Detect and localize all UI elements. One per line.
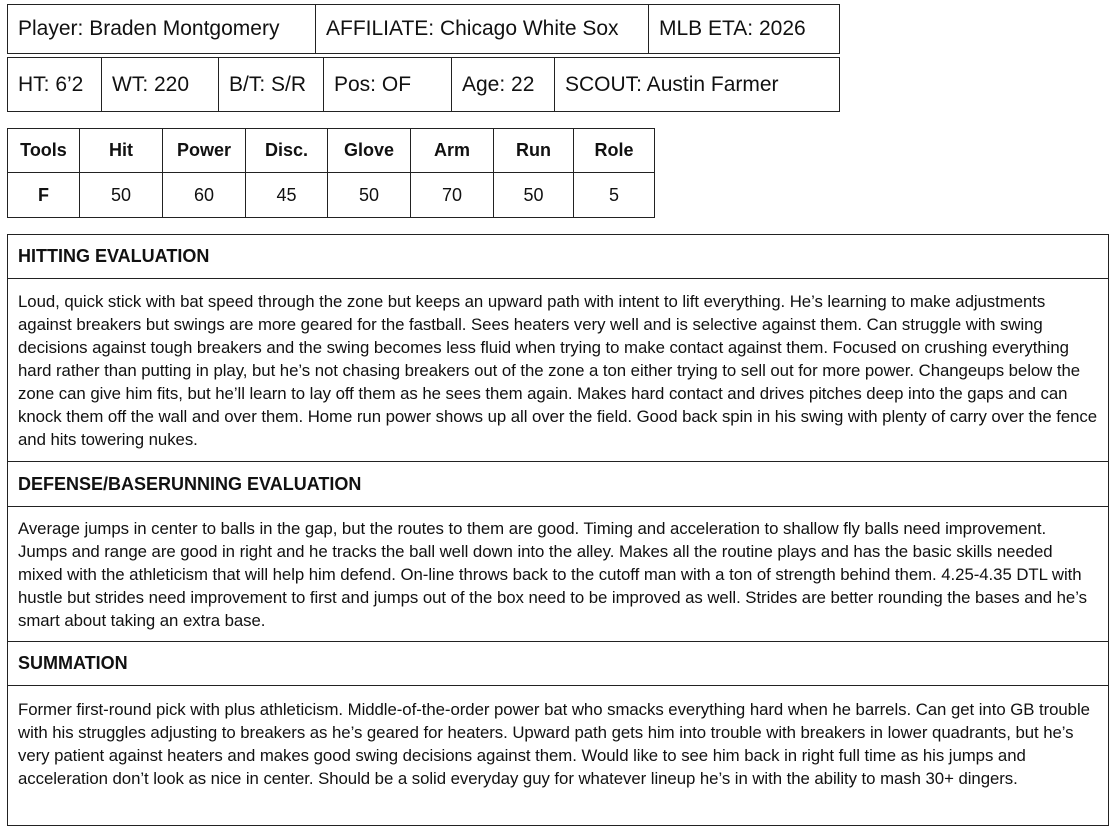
player-name: Player: Braden Montgomery	[8, 5, 316, 53]
tools-header: Arm	[411, 129, 494, 173]
evaluation-block	[7, 234, 1109, 826]
tools-header: Tools	[8, 129, 80, 173]
player-info-row	[7, 4, 840, 54]
age: Age: 22	[452, 58, 555, 111]
tools-value: 50	[494, 173, 574, 218]
tools-values-row	[8, 173, 655, 218]
tools-value: 45	[246, 173, 328, 218]
tools-value: F	[8, 173, 80, 218]
tools-grades-table	[7, 128, 655, 218]
tools-header: Power	[163, 129, 246, 173]
tools-header: Disc.	[246, 129, 328, 173]
tools-value: 50	[328, 173, 411, 218]
tools-header: Run	[494, 129, 574, 173]
hitting-evaluation-title: HITTING EVALUATION	[8, 235, 1108, 279]
tools-value: 50	[80, 173, 163, 218]
summation-title: SUMMATION	[8, 642, 1108, 686]
defense-evaluation-text: Average jumps in center to balls in the gap, but the routes to them are good. Timing and acceleration to shallow fly balls need improvement. Jumps and range are good in right and he tracks the ball well down into the alley. Makes all the routine plays and has the basic skills needed mixed with the athleticism that will help him defend. On-line throws back to the cutoff man with a ton of strength behind them. 4.25-4.35 DTL with hustle but strides need improvement to first and jumps out of the box need to be improved as well. Strides are better rounding the bases and he’s smart about taking an extra base.	[8, 507, 1108, 642]
hitting-evaluation-text: Loud, quick stick with bat speed through the zone but keeps an upward path with intent to lift everything. He’s learning to make adjustments against breakers but swings are more geared for the fastball. Sees heaters very well and is selective against them. Can struggle with swing decisions against tough breakers and the swing becomes less fluid when trying to make contact against them. Focused on crushing everything hard rather than putting in play, but he’s not chasing breakers out of the zone a ton either trying to sell out for more power. Changeups below the zone can give him fits, but he’ll learn to lay off them as he sees them again. Makes hard contact and drives pitches deep into the gaps and can knock them off the wall and over them. Home run power shows up all over the field. Good back spin in his swing with plenty of carry over the fence and hits towering nukes.	[8, 279, 1108, 462]
tools-header: Hit	[80, 129, 163, 173]
height: HT: 6’2	[8, 58, 102, 111]
bats-throws: B/T: S/R	[219, 58, 324, 111]
tools-value: 70	[411, 173, 494, 218]
tools-header-row	[8, 129, 655, 173]
position: Pos: OF	[324, 58, 452, 111]
tools-value: 60	[163, 173, 246, 218]
defense-evaluation-title: DEFENSE/BASERUNNING EVALUATION	[8, 462, 1108, 507]
player-attributes-row	[7, 57, 840, 112]
tools-header: Role	[574, 129, 655, 173]
affiliate: AFFILIATE: Chicago White Sox	[316, 5, 649, 53]
summation-text: Former first-round pick with plus athleticism. Middle-of-the-order power bat who smacks everything hard when he barrels. Can get into GB trouble with his struggles adjusting to breakers as he’s geared for heaters. Upward path gets him into trouble with breakers in lower quadrants, but he’s very patient against heaters and makes good swing decisions against them. Would like to see him back in right full time as his jumps and acceleration don’t look as nice in center. Should be a solid everyday guy for whatever lineup he’s in with the ability to mash 30+ dingers.	[18, 700, 1090, 788]
scout: SCOUT: Austin Farmer	[565, 72, 779, 96]
tools-value: 5	[574, 173, 655, 218]
mlb-eta: MLB ETA: 2026	[659, 17, 806, 40]
tools-header: Glove	[328, 129, 411, 173]
weight: WT: 220	[102, 58, 219, 111]
